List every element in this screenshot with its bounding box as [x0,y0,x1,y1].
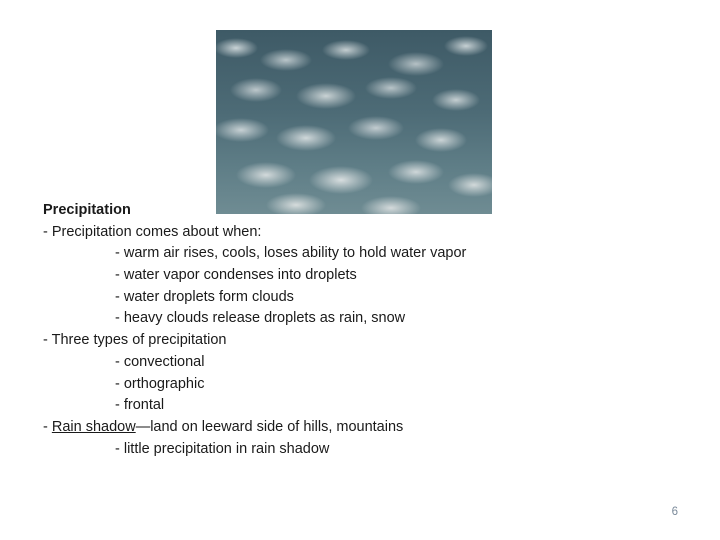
sub-bullet: - convectional [115,353,205,370]
sub-bullet: - water droplets form clouds [115,288,294,305]
slide-title: Precipitation [43,202,131,218]
bullet-rain-shadow [43,417,683,439]
sub-bullet: - frontal [115,397,165,414]
sub-bullet: - warm air rises, cools, loses ability to hold water vapor [115,245,467,262]
sub-bullet: - orthographic [115,375,205,392]
cloud-photo [216,30,492,214]
rain-shadow-term: Rain shadow [51,418,136,435]
sub-bullet: - little precipitation in rain shadow [115,440,330,457]
rain-shadow-definition: —land on leeward side of hills, mountains [135,418,404,435]
page-number: 6 [671,506,678,518]
bullet-prefix: - [43,418,52,435]
bullet-types: - Three types of precipitation [43,332,227,349]
sub-bullet: - water vapor condenses into droplets [115,267,357,284]
bullet-precipitation-causes: - Precipitation comes about when: [43,223,262,240]
sub-bullet: - heavy clouds release droplets as rain, snow [115,310,406,327]
slide-text [43,200,683,460]
